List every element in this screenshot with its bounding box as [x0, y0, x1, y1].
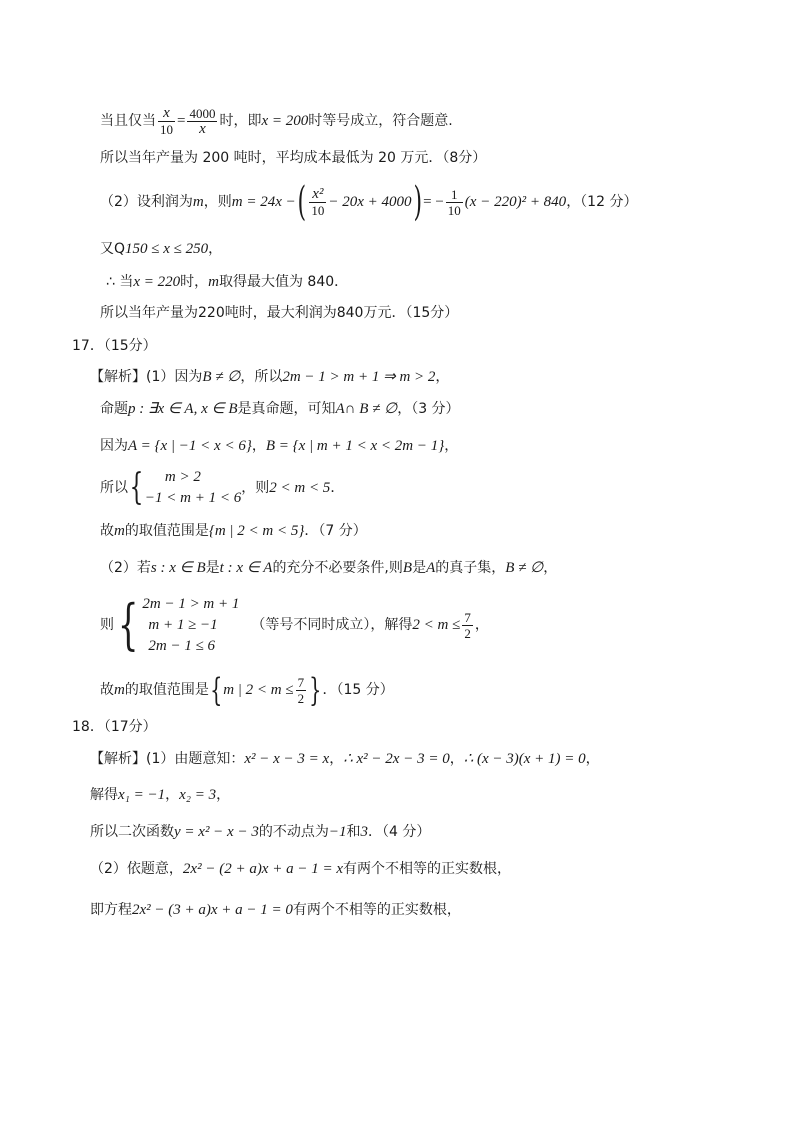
fraction-7-over-2: $\frac{7}{2}$ — [297, 674, 305, 706]
inequality-system: m > 2 −1 < m + 1 < 6 — [144, 469, 242, 506]
q17-part2-condition: （2）若s : x ∈ B是t : x ∈ A的充分不必要条件,则B是A的真子集，B ≠ ∅， — [100, 560, 558, 576]
min-cost-conclusion: 所以当年产量为 200 吨时，平均成本最低为 20 万元．（8分） — [100, 150, 487, 166]
left-brace: { — [117, 593, 139, 656]
question-17-heading: 17．（15分） — [72, 338, 157, 354]
q18-roots-line: 解得x₁ = −1，x₂ = 3， — [90, 787, 231, 803]
domain-line: 又Q150 ≤ x ≤ 250， — [100, 241, 223, 257]
q17-range-result-1: 故m的取值范围是{m | 2 < m < 5}．（7 分） — [100, 523, 367, 539]
q17-system-1: 所以{ m > 2 −1 < m + 1 < 6 ，则2 < m < 5． — [100, 467, 345, 508]
q17-analysis-line-2: 命题p : ∃x ∈ A, x ∈ B是真命题，可知A∩ B ≠ ∅，（3 分） — [100, 401, 460, 417]
fraction-7-over-2: $\frac{7}{2}$ — [464, 609, 471, 641]
q18-part2-line-2: 即方程2x² − (3 + a)x + a − 1 = 0有两个不相等的正实数根， — [90, 902, 461, 918]
q17-sets-definition: 因为A = {x | −1 < x < 6}，B = {x | m + 1 < x < 2m − 1}， — [100, 438, 459, 454]
q17-system-2: 则{ 2m − 1 > m + 1 m + 1 ≥ −1 2m − 1 ≤ 6 （等号不同时成立），解得2 < m ≤ $\frac{7}{2}$ ， — [100, 593, 489, 656]
left-brace: { — [129, 467, 144, 508]
q18-analysis-line-1: 【解析】(1）由题意知：x² − x − 3 = x，∴ x² − 2x − 3 = 0，∴ (x − 3)(x + 1) = 0， — [90, 751, 600, 767]
fraction-x-over-10: $\frac{x}{10}$ — [160, 104, 173, 137]
fraction-1-over-10: $\frac{1}{10}$ — [447, 186, 461, 218]
profit-function-line: （2）设利润为m，则m = 24x −( $\frac{\text{x²}}{10}$ − 20x + 4000) = − $\frac{1}{10}$ (x − 220)² + 840，（12 分） — [100, 179, 638, 225]
inequality-system: 2m − 1 > m + 1 m + 1 ≥ −1 2m − 1 ≤ 6 — [142, 595, 240, 654]
q18-part2-line-1: （2）依题意，2x² − (2 + a)x + a − 1 = x有两个不相等的正实数根， — [90, 861, 511, 877]
max-value-line: ∴ 当x = 220时，m取得最大值为 840． — [106, 274, 349, 290]
q17-range-result-2: 故m的取值范围是{m | 2 < m ≤ $\frac{7}{2}$ }．（15 分） — [100, 671, 394, 709]
equality-condition-line: 当且仅当 $\frac{x}{10}$ = $\frac{4000}{x}$ 时，即x = 200时等号成立，符合题意. — [100, 104, 453, 137]
q17-analysis-line-1: 【解析】(1）因为B ≠ ∅，所以2m − 1 > m + 1 ⇒ m > 2， — [90, 369, 450, 385]
q18-fixed-points-line: 所以二次函数y = x² − x − 3的不动点为−1和3．（4 分） — [90, 824, 431, 840]
fraction-x2-over-10: $\frac{\text{x²}}{10}$ — [311, 185, 325, 218]
fraction-4000-over-x: $\frac{4000}{x}$ — [189, 105, 216, 137]
question-18-heading: 18．（17分） — [72, 719, 157, 735]
max-profit-conclusion: 所以当年产量为220吨时，最大利润为840万元．（15分） — [100, 305, 459, 321]
